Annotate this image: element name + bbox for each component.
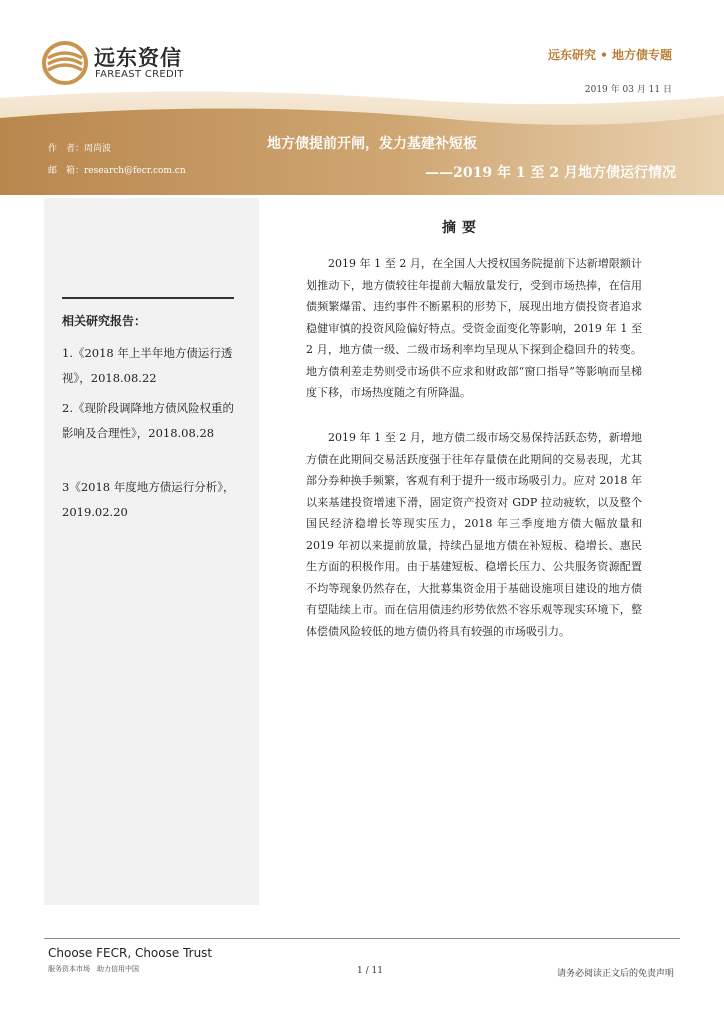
related-report-item[interactable]: 2.《现阶段调降地方债风险权重的影响及合理性》，2018.08.28 <box>62 401 234 440</box>
report-date: 2019 年 03 月 11 日 <box>584 85 672 95</box>
logo-name-cn: 远东资信 <box>94 46 182 70</box>
email-line[interactable]: 邮 箱：research@fecr.com.cn <box>48 166 186 176</box>
report-series: 远东研究 • 地方债专题 <box>547 48 672 62</box>
footer-tagline: 服务资本市场 助力信用中国 <box>48 965 139 973</box>
footer-disclaimer: 请务必阅读正文后的免责声明 <box>556 969 674 979</box>
sidebar-panel <box>44 198 259 905</box>
abstract-paragraph: 2019 年 1 至 2 月，在全国人大授权国务院提前下达新增限额计划推动下，地方债较往年提前大幅放量发行，受到市场热捧，在信用债频繁爆雷、违约事件不断累积的形势下，展现出地方债投资者追求稳健审慎的投资风险偏好特点。受资金面变化等影响，2019 年 1 至 2 月，地方债一级、二级市场利率均呈现从下探到企稳回升的转变。地方债利差走势则受市场供不应求和财政部“窗口指导”等影响而呈梯度下移，市场热度随之有所降温。 <box>306 257 642 399</box>
related-report-item[interactable]: 3《2018 年度地方债运行分析》，2019.02.20 <box>62 480 235 519</box>
sidebar-divider <box>62 297 234 299</box>
related-reports-heading: 相关研究报告： <box>62 314 147 328</box>
company-logo <box>42 40 192 88</box>
author-line: 作 者：周尚波 <box>48 144 112 154</box>
related-report-item[interactable]: 1.《2018 年上半年地方债运行透视》，2018.08.22 <box>62 346 233 385</box>
abstract-paragraph: 2019 年 1 至 2 月，地方债二级市场交易保持活跃态势，新增地方债在此期间交易活跃度强于往年存量债在此期间的交易表现，尤其部分券种换手频繁，客观有利于提升一级市场吸引力。应对 2018 年以来基建投资增速下滑，固定资产投资对 GDP 拉动疲软，以及整个国民经济稳增长等现实压力，2018 年三季度地方债大幅放量和 2019 年初以来提前放量，持续凸显地方债在补短板、稳增长、惠民生方面的积极作用。由于基建短板、稳增长压力、公共服务资源配置不均等现象仍然存在，大批募集资金用于基础设施项目建设的地方债有望陆续上市。而在信用债违约形势依然不容乐观等现实环境下，整体偿债风险较低的地方债仍将具有较强的市场吸引力。 <box>306 431 642 638</box>
footer-slogan: Choose FECR, Choose Trust <box>48 946 213 960</box>
fareast-credit-logo-icon <box>42 40 88 86</box>
report-title: 地方债提前开闸，发力基建补短板 <box>267 136 477 152</box>
report-subtitle: ——2019 年 1 至 2 月地方债运行情况 <box>425 165 676 181</box>
footer-divider <box>44 938 680 939</box>
abstract-heading: 摘要 <box>442 220 482 236</box>
page-number: 1 / 11 <box>357 966 383 976</box>
logo-name-en: FAREAST CREDIT <box>95 69 184 80</box>
